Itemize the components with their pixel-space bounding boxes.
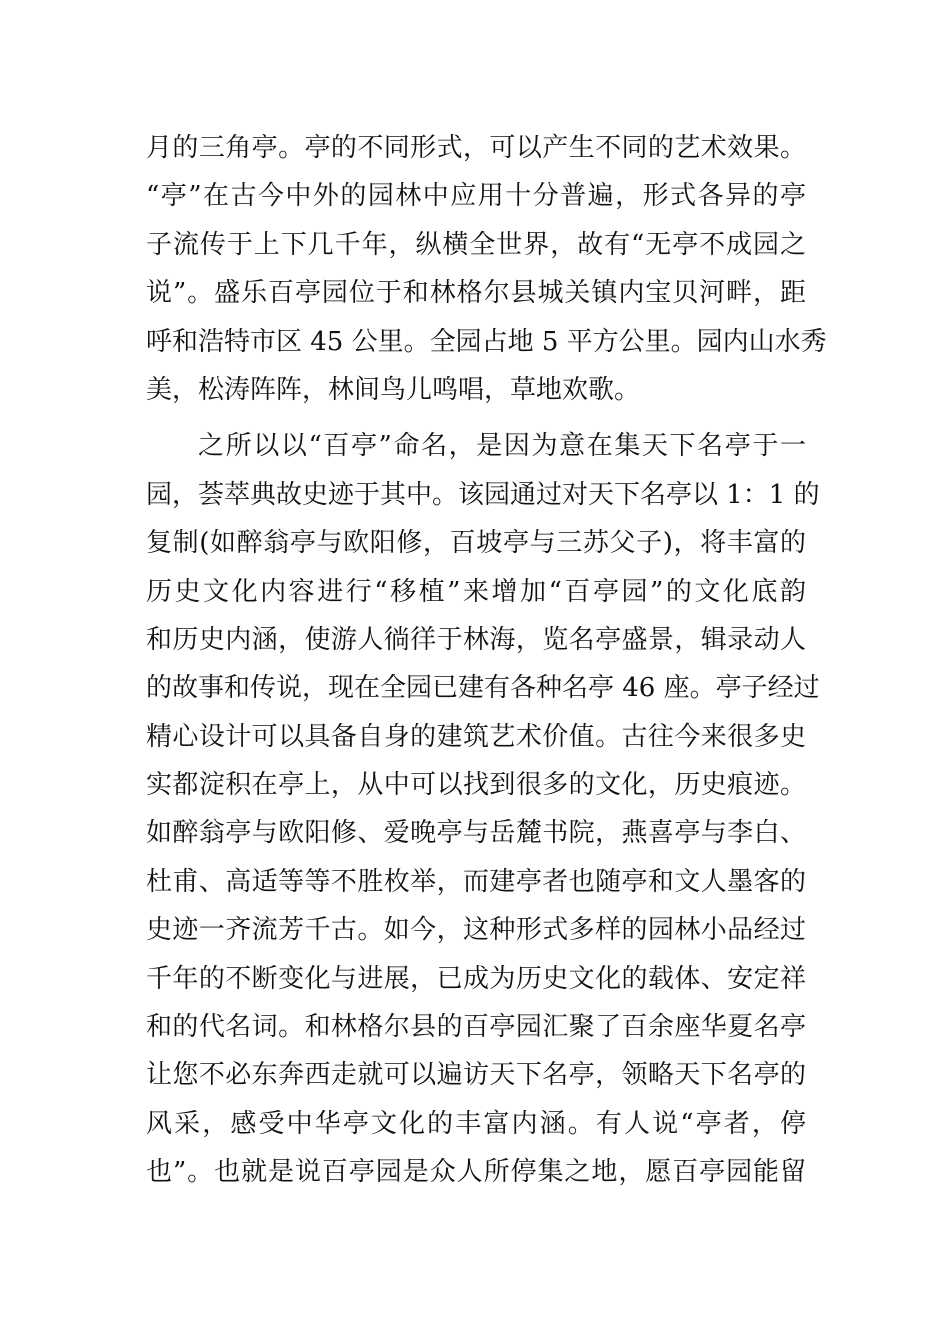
text-line: 精心设计可以具备自身的建筑艺术价值。古往今来很多史 <box>146 721 806 752</box>
text-line: 如醉翁亭与欧阳修、爱晚亭与岳麓书院，燕喜亭与李白、 <box>146 818 806 849</box>
text-line: 千年的不断变化与进展，已成为历史文化的载体、安定祥 <box>146 963 806 994</box>
text-line: 杜甫、高适等等不胜枚举，而建亭者也随亭和文人墨客的 <box>146 866 806 897</box>
paragraph-1 <box>146 124 827 414</box>
text-line: 的故事和传说，现在全园已建有各种名亭 46 座。亭子经过 <box>146 673 820 704</box>
text-line: 子流传于上下几千年，纵横全世界，故有“无亭不成园之 <box>146 229 806 260</box>
text-line: 美，松涛阵阵，林间鸟儿鸣唱，草地欢歌。 <box>146 374 641 405</box>
text-line: 呼和浩特市区 45 公里。全园占地 5 平方公里。园内山水秀 <box>146 326 827 357</box>
document-body <box>146 124 827 1197</box>
text-line: 历史文化内容进行“移植”来增加“百亭园”的文化底韵 <box>146 576 806 607</box>
text-line: 史迹一齐流芳千古。如今，这种形式多样的园林小品经过 <box>146 915 806 946</box>
text-line: 复制(如醉翁亭与欧阳修，百坡亭与三苏父子)，将丰富的 <box>146 528 806 559</box>
text-line: 说”。盛乐百亭园位于和林格尔县城关镇内宝贝河畔，距 <box>146 278 806 309</box>
text-line: 月的三角亭。亭的不同形式，可以产生不同的艺术效果。 <box>146 133 806 163</box>
text-line: 园，荟萃典故史迹于其中。该园通过对天下名亭以 1：1 的 <box>146 479 820 510</box>
paragraph-gap <box>146 414 806 422</box>
text-line: 让您不必东奔西走就可以遍访天下名亭，领略天下名亭的 <box>146 1060 806 1091</box>
text-line: 和的代名词。和林格尔县的百亭园汇聚了百余座华夏名亭 <box>146 1012 806 1043</box>
text-line: 和历史内涵，使游人徜徉于林海，览名亭盛景，辑录动人 <box>146 624 806 655</box>
text-line: “亭”在古今中外的园林中应用十分普遍，形式各异的亭 <box>146 181 806 212</box>
text-line: 也”。也就是说百亭园是众人所停集之地，愿百亭园能留 <box>146 1157 806 1188</box>
text-line: 实都淀积在亭上，从中可以找到很多的文化，历史痕迹。 <box>146 770 806 801</box>
text-line: 风采，感受中华亭文化的丰富内涵。有人说“亭者，停 <box>146 1108 806 1139</box>
text-line: 之所以以“百亭”命名，是因为意在集天下名亭于一 <box>198 431 806 462</box>
paragraph-2 <box>146 422 820 1196</box>
